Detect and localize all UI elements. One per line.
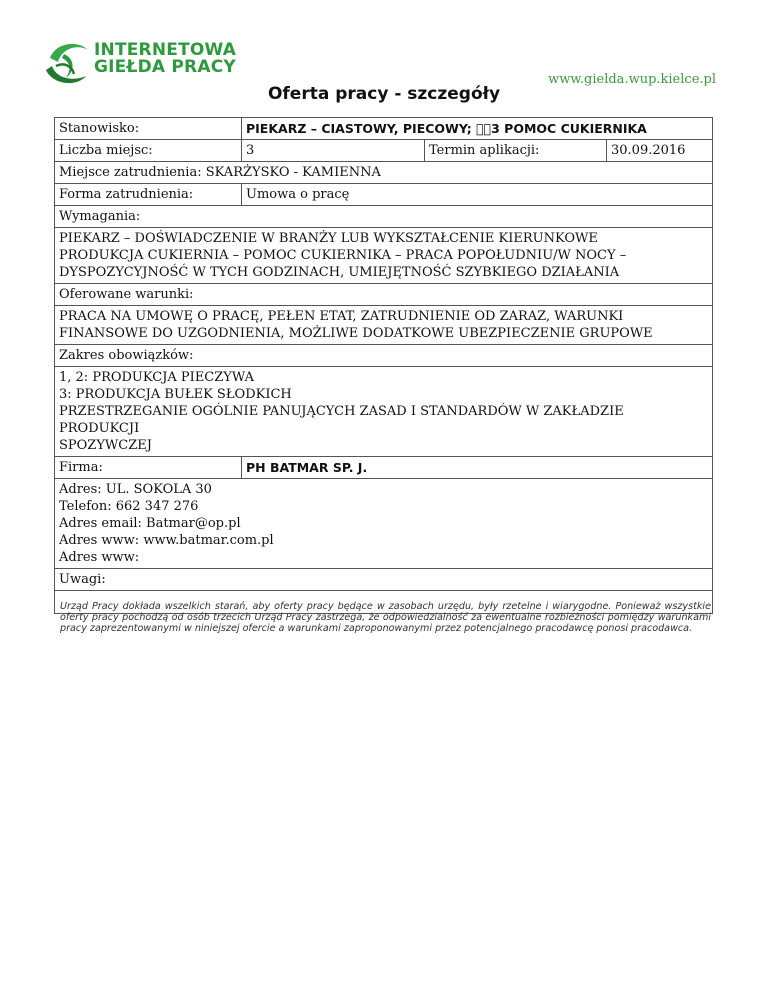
offer-table: [54, 117, 713, 614]
duties-text: 1, 2: PRODUKCJA PIECZYWA 3: PRODUKCJA BUŁEK SŁODKICH PRZESTRZEGANIE OGÓLNIE PANUJĄCYCH ZASAD I STANDARDÓW W ZAKŁADZIE PRODUKCJI SPOZYWCZEJ: [59, 370, 624, 453]
conditions-row: [54, 306, 713, 345]
page-title: Oferta pracy - szczegóły: [267, 84, 501, 104]
employment-value: Umowa o pracę: [241, 184, 712, 205]
place-row: [54, 162, 713, 184]
deadline-label: Termin aplikacji:: [424, 140, 606, 161]
disclaimer-text: Urząd Pracy dokłada wszelkich starań, aby oferty pracy będące w zasobach urzędu, były rzetelne i wiarygodne. Ponieważ wszystkie oferty pracy pochodzą od osób trzecich Urząd Pracy zastrzega, że odpowiedzialność za ewentualne rozbieżności pomiędzy warunkami pracy zaprezentowanymi w niniejszej ofercie a warunkami zaproponowanymi przez potencjalnego pracodawcę ponosi pracodawca.: [60, 601, 711, 634]
requirements-row: [54, 228, 713, 284]
company-row: [54, 457, 713, 479]
duties-label-row: [54, 345, 713, 367]
company-value: PH BATMAR SP. J.: [241, 457, 712, 478]
seats-value: 3: [241, 140, 424, 161]
contact-text: Adres: UL. SOKOLA 30 Telefon: 662 347 276 Adres email: Batmar@op.pl Adres www: www.batmar.com.pl Adres www:: [59, 482, 274, 565]
company-label: Firma:: [59, 460, 103, 475]
conditions-label-row: [54, 284, 713, 306]
notes-label-row: [54, 569, 713, 591]
position-row: [54, 117, 713, 140]
position-value: PIEKARZ – CIASTOWY, PIECOWY;   3 POMOC CUKIERNIKA: [241, 118, 712, 139]
employment-label: Forma zatrudnienia:: [59, 187, 194, 202]
duties-label: Zakres obowiązków:: [59, 348, 194, 363]
place-value: Miejsce zatrudnienia: SKARŻYSKO - KAMIENNA: [59, 165, 381, 180]
site-url-link[interactable]: www.gielda.wup.kielce.pl: [548, 72, 716, 87]
deadline-value: 30.09.2016: [606, 140, 712, 161]
logo-line-2: GIEŁDA PRACY: [94, 57, 236, 77]
logo-text: [94, 42, 236, 76]
logo-line-1: INTERNETOWA: [94, 40, 237, 60]
contact-row: [54, 479, 713, 569]
seats-label: Liczba miejsc:: [59, 143, 153, 158]
notes-label: Uwagi:: [59, 572, 106, 587]
duties-row: [54, 367, 713, 457]
employment-row: [54, 184, 713, 206]
position-label: Stanowisko:: [59, 121, 140, 136]
requirements-text: PIEKARZ – DOŚWIADCZENIE W BRANŻY LUB WYKSZTAŁCENIE KIERUNKOWE PRODUKCJA CUKIERNIA – POMOC CUKIERNIKA – PRACA POPOŁUDNIU/W NOCY – DYSPOZYCYJNOŚĆ W TYCH GODZINACH, UMIEJĘTNOŚĆ SZYBKIEGO DZIAŁANIA: [59, 231, 627, 280]
seats-row: [54, 140, 713, 162]
conditions-label: Oferowane warunki:: [59, 287, 194, 302]
requirements-label: Wymagania:: [59, 209, 141, 224]
conditions-text: PRACA NA UMOWĘ O PRACĘ, PEŁEN ETAT, ZATRUDNIENIE OD ZARAZ, WARUNKI FINANSOWE DO UZGODNIENIA, MOŻLIWE DODATKOWE UBEZPIECZENIE GRUPOWE: [59, 309, 653, 341]
requirements-label-row: [54, 206, 713, 228]
